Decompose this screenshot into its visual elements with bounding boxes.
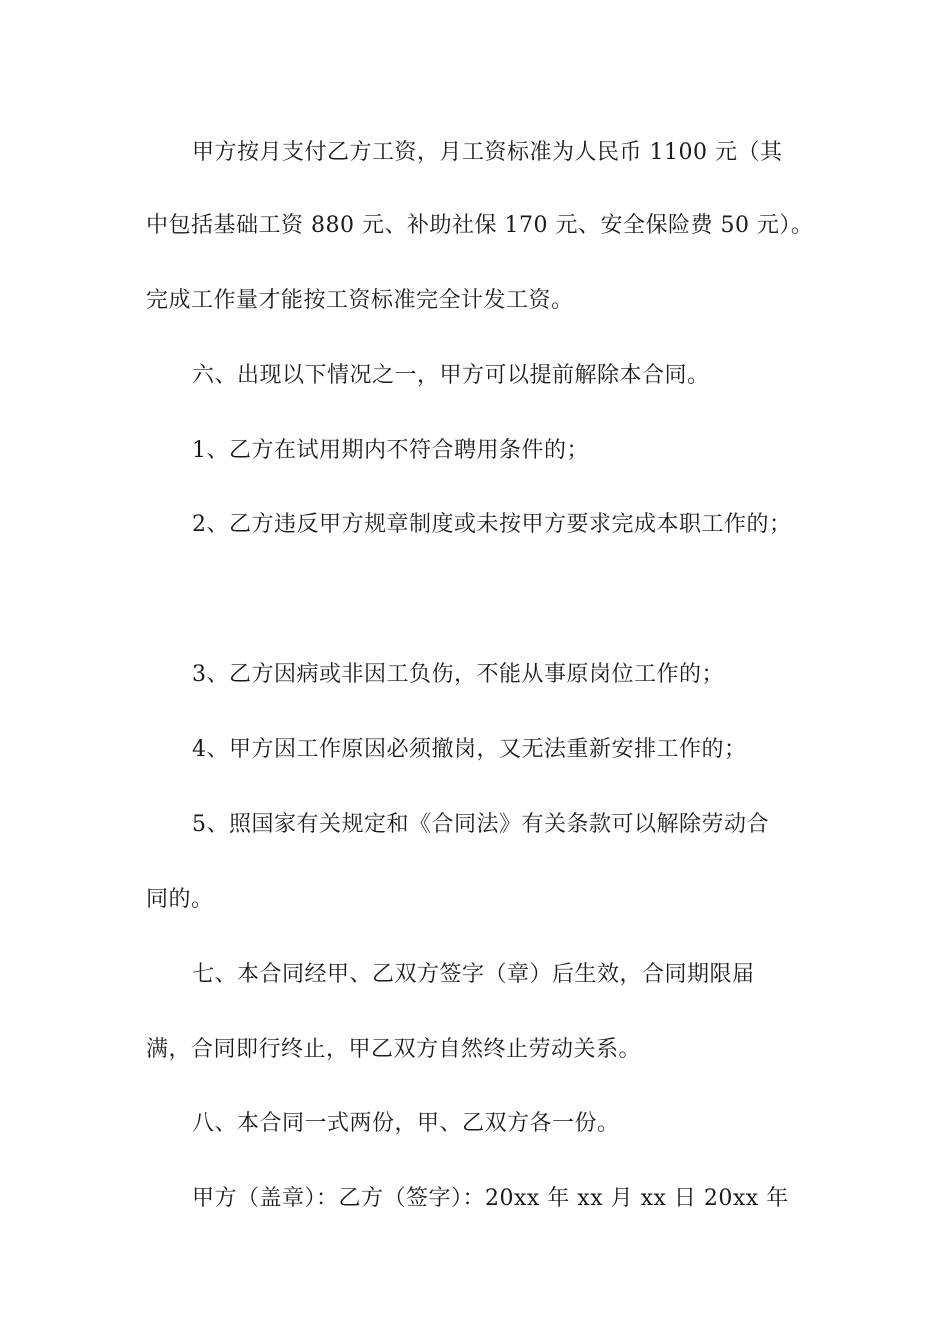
list-item: 5、照国家有关规定和《合同法》有关条款可以解除劳动合 (192, 812, 769, 837)
paragraph-line: 完成工作量才能按工资标准完全计发工资。 (146, 288, 574, 313)
clause-heading: 八、本合同一式两份，甲、乙双方各一份。 (192, 1111, 620, 1136)
list-item: 3、乙方因病或非因工负伤，不能从事原岗位工作的； (192, 662, 724, 687)
list-item: 2、乙方违反甲方规章制度或未按甲方要求完成本职工作的； (192, 512, 792, 537)
signature-line: 甲方（盖章）：乙方（签字）：20xx 年 xx 月 xx 日 20xx 年 (192, 1186, 789, 1211)
list-item: 4、甲方因工作原因必须撤岗，又无法重新安排工作的； (192, 737, 747, 762)
paragraph-line: 满，合同即行终止，甲乙双方自然终止劳动关系。 (146, 1037, 642, 1062)
paragraph-line: 中包括基础工资 880 元、补助社保 170 元、安全保险费 50 元）。 (146, 213, 814, 238)
clause-heading: 七、本合同经甲、乙双方签字（章）后生效，合同期限届 (192, 962, 755, 987)
list-item: 1、乙方在试用期内不符合聘用条件的； (192, 438, 589, 463)
clause-heading: 六、出现以下情况之一，甲方可以提前解除本合同。 (192, 363, 710, 388)
paragraph-line: 甲方按月支付乙方工资，月工资标准为人民币 1100 元（其 (192, 140, 783, 165)
paragraph-line: 同的。 (146, 887, 214, 912)
